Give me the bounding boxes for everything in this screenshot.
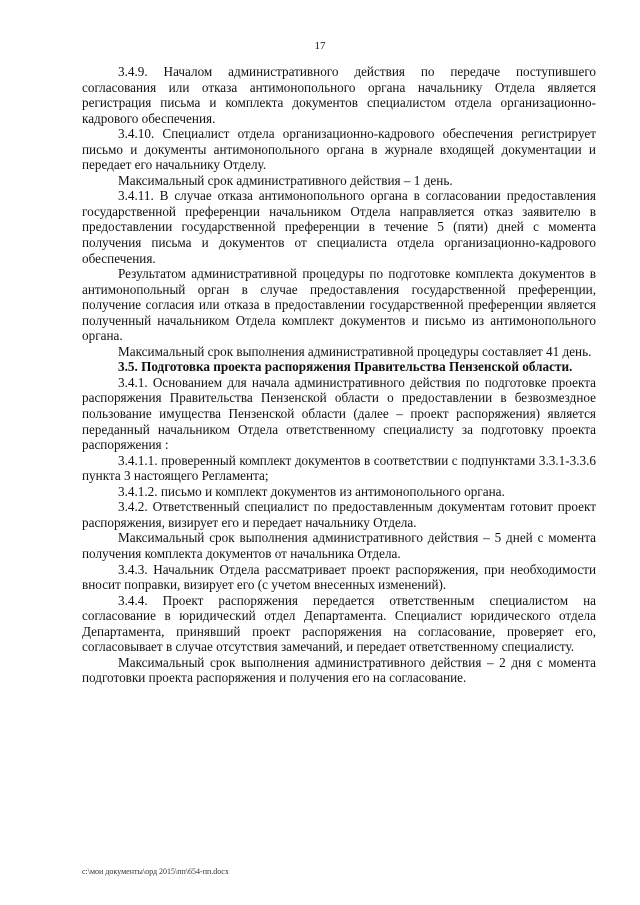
page-number: 17 xyxy=(314,40,326,52)
paragraph-max-term-2-days: Максимальный срок выполнения административного действия – 2 дня с момента подготовки проекта распоряжения и получения его на согласование. xyxy=(82,654,596,686)
paragraph-3-4-3: 3.4.3. Начальник Отдела рассматривает проект распоряжения, при необходимости вносит поправки, визирует его (с учетом внесенных изменений). xyxy=(82,561,596,593)
paragraph-3-4-1: 3.4.1. Основанием для начала административного действия по подготовке проекта распоряжения Правительства Пензенской области о предоставлении в безвозмездное пользование имущества Пензенской области (далее – проект распоряжения) является переданный начальником Отдела ответственному специалисту за подготовку проекта распоряжения : xyxy=(82,374,596,453)
document-body xyxy=(82,64,596,686)
paragraph-max-term-41-days: Максимальный срок выполнения административной процедуры составляет 41 день. xyxy=(118,343,592,359)
section-heading-3-5: 3.5. Подготовка проекта распоряжения Правительства Пензенской области. xyxy=(118,359,573,375)
paragraph-procedure-result: Результатом административной процедуры по подготовке комплекта документов в антимонопольный орган в случае предоставления государственной преференции, получение согласия или отказа в предоставлении государственной преференции является полученный начальником Отдела комплект документов и письмо из антимонопольного органа. xyxy=(82,266,596,344)
paragraph-3-4-1-1: 3.4.1.1. проверенный комплект документов в соответствии с подпунктами 3.3.1-3.3.6 пункта 3 настоящего Регламента; xyxy=(82,452,596,484)
paragraph-max-term-5-days: Максимальный срок выполнения административного действия – 5 дней с момента получения комплекта документов от начальника Отдела. xyxy=(82,530,596,561)
paragraph-3-4-11: 3.4.11. В случае отказа антимонопольного органа в согласовании предоставления государственной преференции начальником Отдела направляется отказ заявителю в предоставлении государственной преференции в течение 5 (пяти) дней с момента получения письма и документов от специалиста отдела организационно-кадрового обеспечения. xyxy=(82,188,596,266)
paragraph-3-4-10: 3.4.10. Специалист отдела организационно-кадрового обеспечения регистрирует письмо и документы антимонопольного органа в журнале входящей документации и передает его начальнику Отделу. xyxy=(82,126,596,173)
paragraph-3-4-9: 3.4.9. Началом административного действия по передаче поступившего согласования или отказа антимонопольного органа начальнику Отдела является регистрация письма и комплекта документов специалистом отдела организационно-кадрового обеспечения. xyxy=(82,64,596,126)
file-path-footer: c:\мои документы\орд 2015\пп\654-пп.docx xyxy=(82,867,229,876)
paragraph-3-4-2: 3.4.2. Ответственный специалист по предоставленным документам готовит проект распоряжения, визирует его и передает начальнику Отдела. xyxy=(82,499,596,530)
paragraph-3-4-4: 3.4.4. Проект распоряжения передается ответственным специалистом на согласование в юридический отдел Департамента. Специалист юридического отдела Департамента, принявший проект распоряжения на согласование, проверяет его, согласовывает в случае отсутствия замечаний, и передает ответственному специалисту. xyxy=(82,592,596,655)
paragraph-max-term-1-day: Максимальный срок административного действия – 1 день. xyxy=(118,172,453,188)
paragraph-3-4-1-2: 3.4.1.2. письмо и комплект документов из антимонопольного органа. xyxy=(118,483,505,499)
